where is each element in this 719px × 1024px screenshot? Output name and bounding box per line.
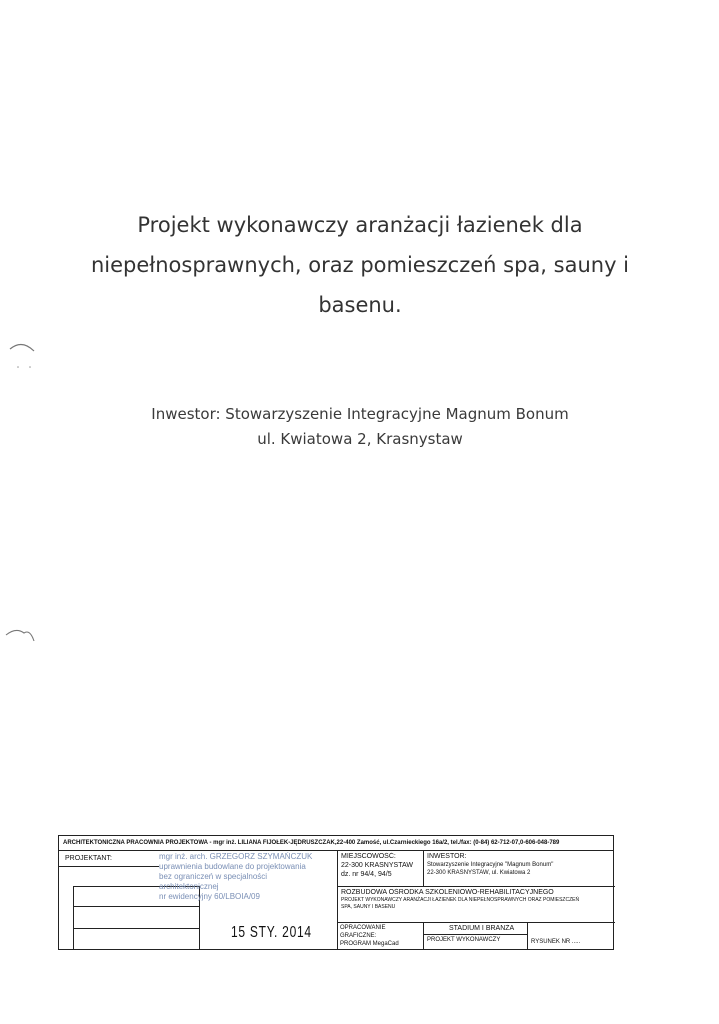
title-block-header: ARCHITEKTONICZNA PRACOWNIA PROJEKTOWA - mgr inż. LILIANA FIJOŁEK-JĘDRUSZCZAK,22-400 Zamość, ul.Czarnieckiego 16a/2, tel./fax: (0-84) 62-712-07,0-606-048-789 (59, 836, 613, 851)
stadium-label: STADIUM I BRANŻA (449, 925, 515, 932)
stamp-line: nr ewidencyjny 60/LBOIA/09 (159, 892, 260, 901)
project-cell (341, 888, 613, 911)
title-line-2: niepełnosprawnych, oraz pomieszczeń spa, sauny i (90, 253, 630, 277)
investor-label: INWESTOR: (427, 853, 467, 860)
project-subtitle-1: PROJEKT WYKONAWCZY ARANŻACJI ŁAZIENEK DLA NIEPEŁNOSPRAWNYCH ORAZ POMIESZCZEŃ (341, 897, 580, 903)
title-line-3: basenu. (318, 293, 402, 317)
project-subtitle-2: SPA, SAUNY I BASENU (341, 904, 396, 910)
title-block (58, 835, 614, 950)
location-label: MIEJSCOWOŚĆ: (341, 853, 396, 860)
stadium-value: PROJEKT WYKONAWCZY (427, 937, 501, 943)
graphics-line-1: OPRACOWANIE GRAFICZNE: (340, 925, 386, 939)
drawing-number: RYSUNEK NR ..... (531, 939, 581, 945)
location-line-2: dz. nr 94/4, 94/5 (341, 871, 392, 878)
architect-stamp (159, 852, 319, 907)
project-title: ROZBUDOWA OŚRODKA SZKOLENIOWO-REHABILITACYJNEGO (341, 889, 554, 896)
location-line-1: 22-300 KRASNYSTAW (341, 862, 413, 869)
investor-address-line: 22-300 KRASNYSTAW, ul. Kwiatowa 2 (427, 870, 531, 876)
title-line-1: Projekt wykonawczy aranżacji łazienek dla (137, 213, 583, 237)
document-title (60, 205, 660, 325)
graphics-cell (340, 924, 420, 947)
investor-line-1: Inwestor: Stowarzyszenie Integracyjne Magnum Bonum (151, 405, 569, 423)
graphics-line-2: PROGRAM MegaCad (340, 941, 399, 947)
stamp-line: mgr inż. arch. GRZEGORZ SZYMAŃCZUK (159, 852, 313, 861)
investor-cell (427, 852, 613, 877)
stamp-line: architektonicznej (159, 882, 219, 891)
projektant-label: PROJEKTANT: (65, 855, 112, 862)
investor-block (60, 402, 660, 452)
stamp-line: uprawnienia budowlane do projektowania (159, 862, 306, 871)
date-stamp: 15 STY. 2014 (231, 924, 312, 941)
scan-mark-top (6, 335, 40, 375)
scan-mark-bottom (4, 623, 38, 653)
stamp-line: bez ograniczeń w specjalności (159, 872, 268, 881)
location-block (341, 852, 421, 879)
investor-name: Stowarzyszenie Integracyjne "Magnum Bonum" (427, 862, 554, 868)
investor-address: ul. Kwiatowa 2, Krasnystaw (257, 430, 463, 448)
